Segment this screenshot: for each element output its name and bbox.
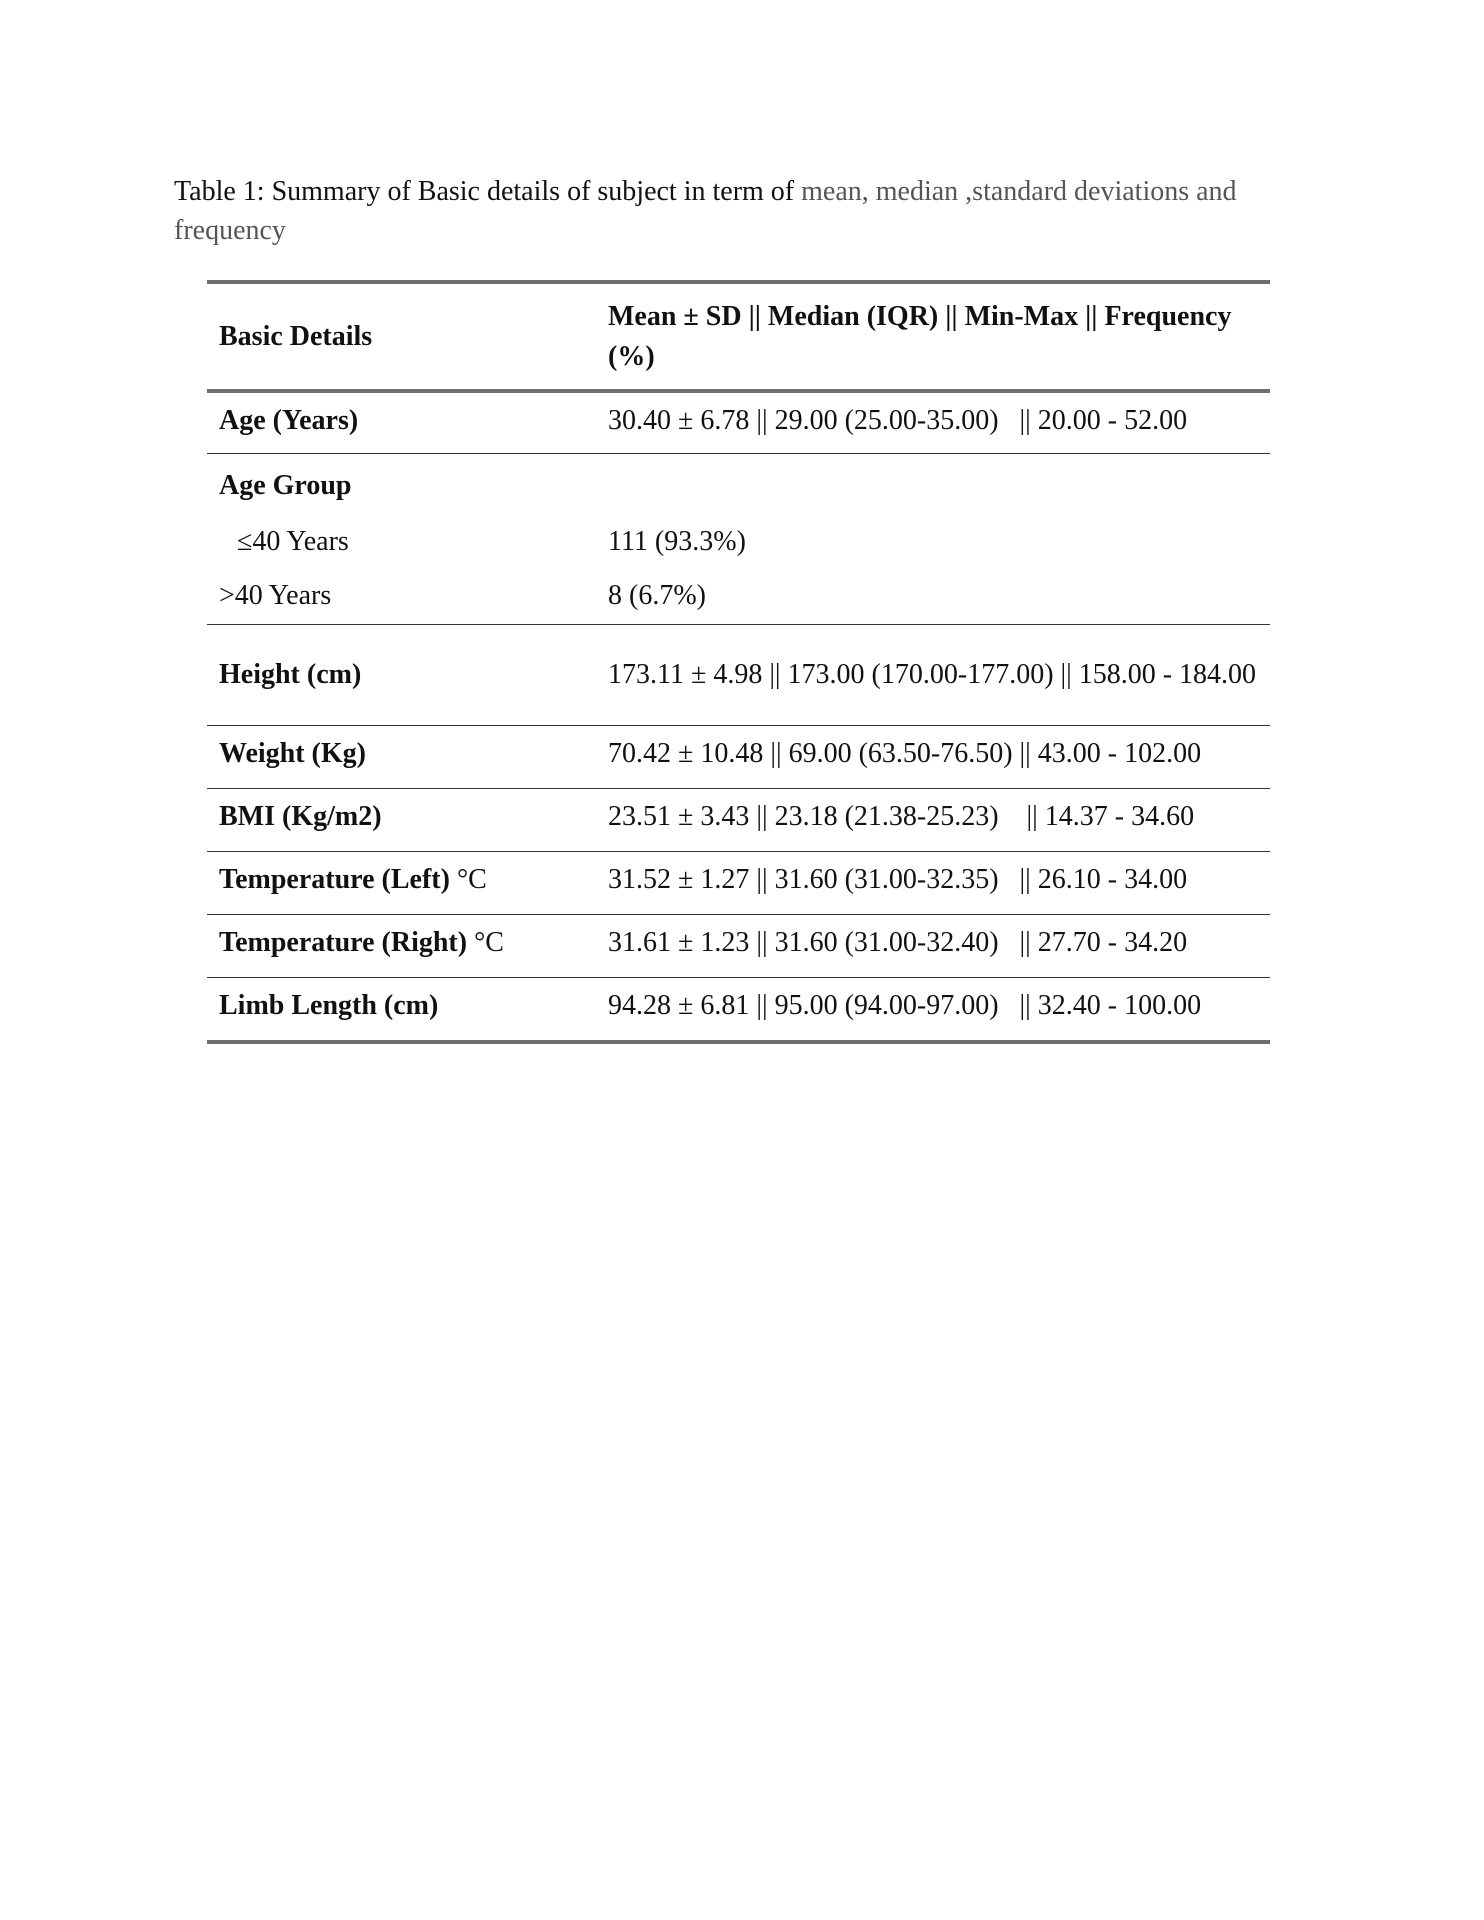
temp-right-unit: °C [467, 927, 504, 958]
table-row [207, 978, 1270, 1040]
table-row [207, 510, 1270, 566]
row-label-temp-right [207, 923, 608, 963]
row-value-le40: 111 (93.3%) [608, 526, 746, 557]
temp-left-unit: °C [449, 864, 487, 895]
table-row [207, 915, 1270, 977]
table-row [207, 454, 1270, 510]
table-bottom-rule [207, 1040, 1270, 1044]
caption-prefix: Table 1: Summary of Basic details of subject in term of [174, 176, 802, 207]
row-value-height: 173.11 ± 4.98 || 173.00 (170.00-177.00) || 158.00 - 184.00 [608, 659, 1257, 690]
table-header-row [207, 284, 1270, 389]
row-label-age-group: Age Group [219, 470, 352, 501]
table-row [207, 393, 1270, 453]
row-label-gt40: >40 Years [219, 580, 332, 611]
row-label-bmi: BMI (Kg/m2) [219, 801, 382, 832]
table-row [207, 789, 1270, 851]
row-label-le40: ≤40 Years [237, 526, 349, 557]
table-row [207, 726, 1270, 788]
row-value-limb: 94.28 ± 6.81 || 95.00 (94.00-97.00) || 32.40 - 100.00 [608, 990, 1202, 1021]
temp-right-label-text: Temperature (Right) [219, 927, 468, 958]
summary-table [207, 280, 1270, 1044]
table-row [207, 625, 1270, 725]
table-row [207, 566, 1270, 620]
row-value-bmi: 23.51 ± 3.43 || 23.18 (21.38-25.23) || 14.37 - 34.60 [608, 801, 1195, 832]
temp-left-label-text: Temperature (Left) [219, 864, 450, 895]
row-label-temp-left [207, 860, 608, 900]
row-value-temp-left: 31.52 ± 1.27 || 31.60 (31.00-32.35) || 26.10 - 34.00 [608, 864, 1188, 895]
header-statistics: Mean ± SD || Median (IQR) || Min-Max || Frequency (%) [608, 300, 1232, 372]
row-value-temp-right: 31.61 ± 1.23 || 31.60 (31.00-32.40) || 27.70 - 34.20 [608, 927, 1188, 958]
table-row [207, 852, 1270, 914]
row-value-gt40: 8 (6.7%) [608, 580, 706, 611]
row-value-age: 30.40 ± 6.78 || 29.00 (25.00-35.00) || 20.00 - 52.00 [608, 405, 1188, 436]
row-value-weight: 70.42 ± 10.48 || 69.00 (63.50-76.50) || 43.00 - 102.00 [608, 738, 1202, 769]
caption-muted: mean, median ,standard deviations and frequency [174, 176, 1237, 246]
row-label-height: Height (cm) [219, 659, 362, 690]
row-label-limb: Limb Length (cm) [219, 990, 439, 1021]
row-label-weight: Weight (Kg) [219, 738, 366, 769]
row-label-age: Age (Years) [219, 405, 359, 436]
table-caption [174, 172, 1314, 250]
header-basic-details: Basic Details [219, 320, 373, 352]
